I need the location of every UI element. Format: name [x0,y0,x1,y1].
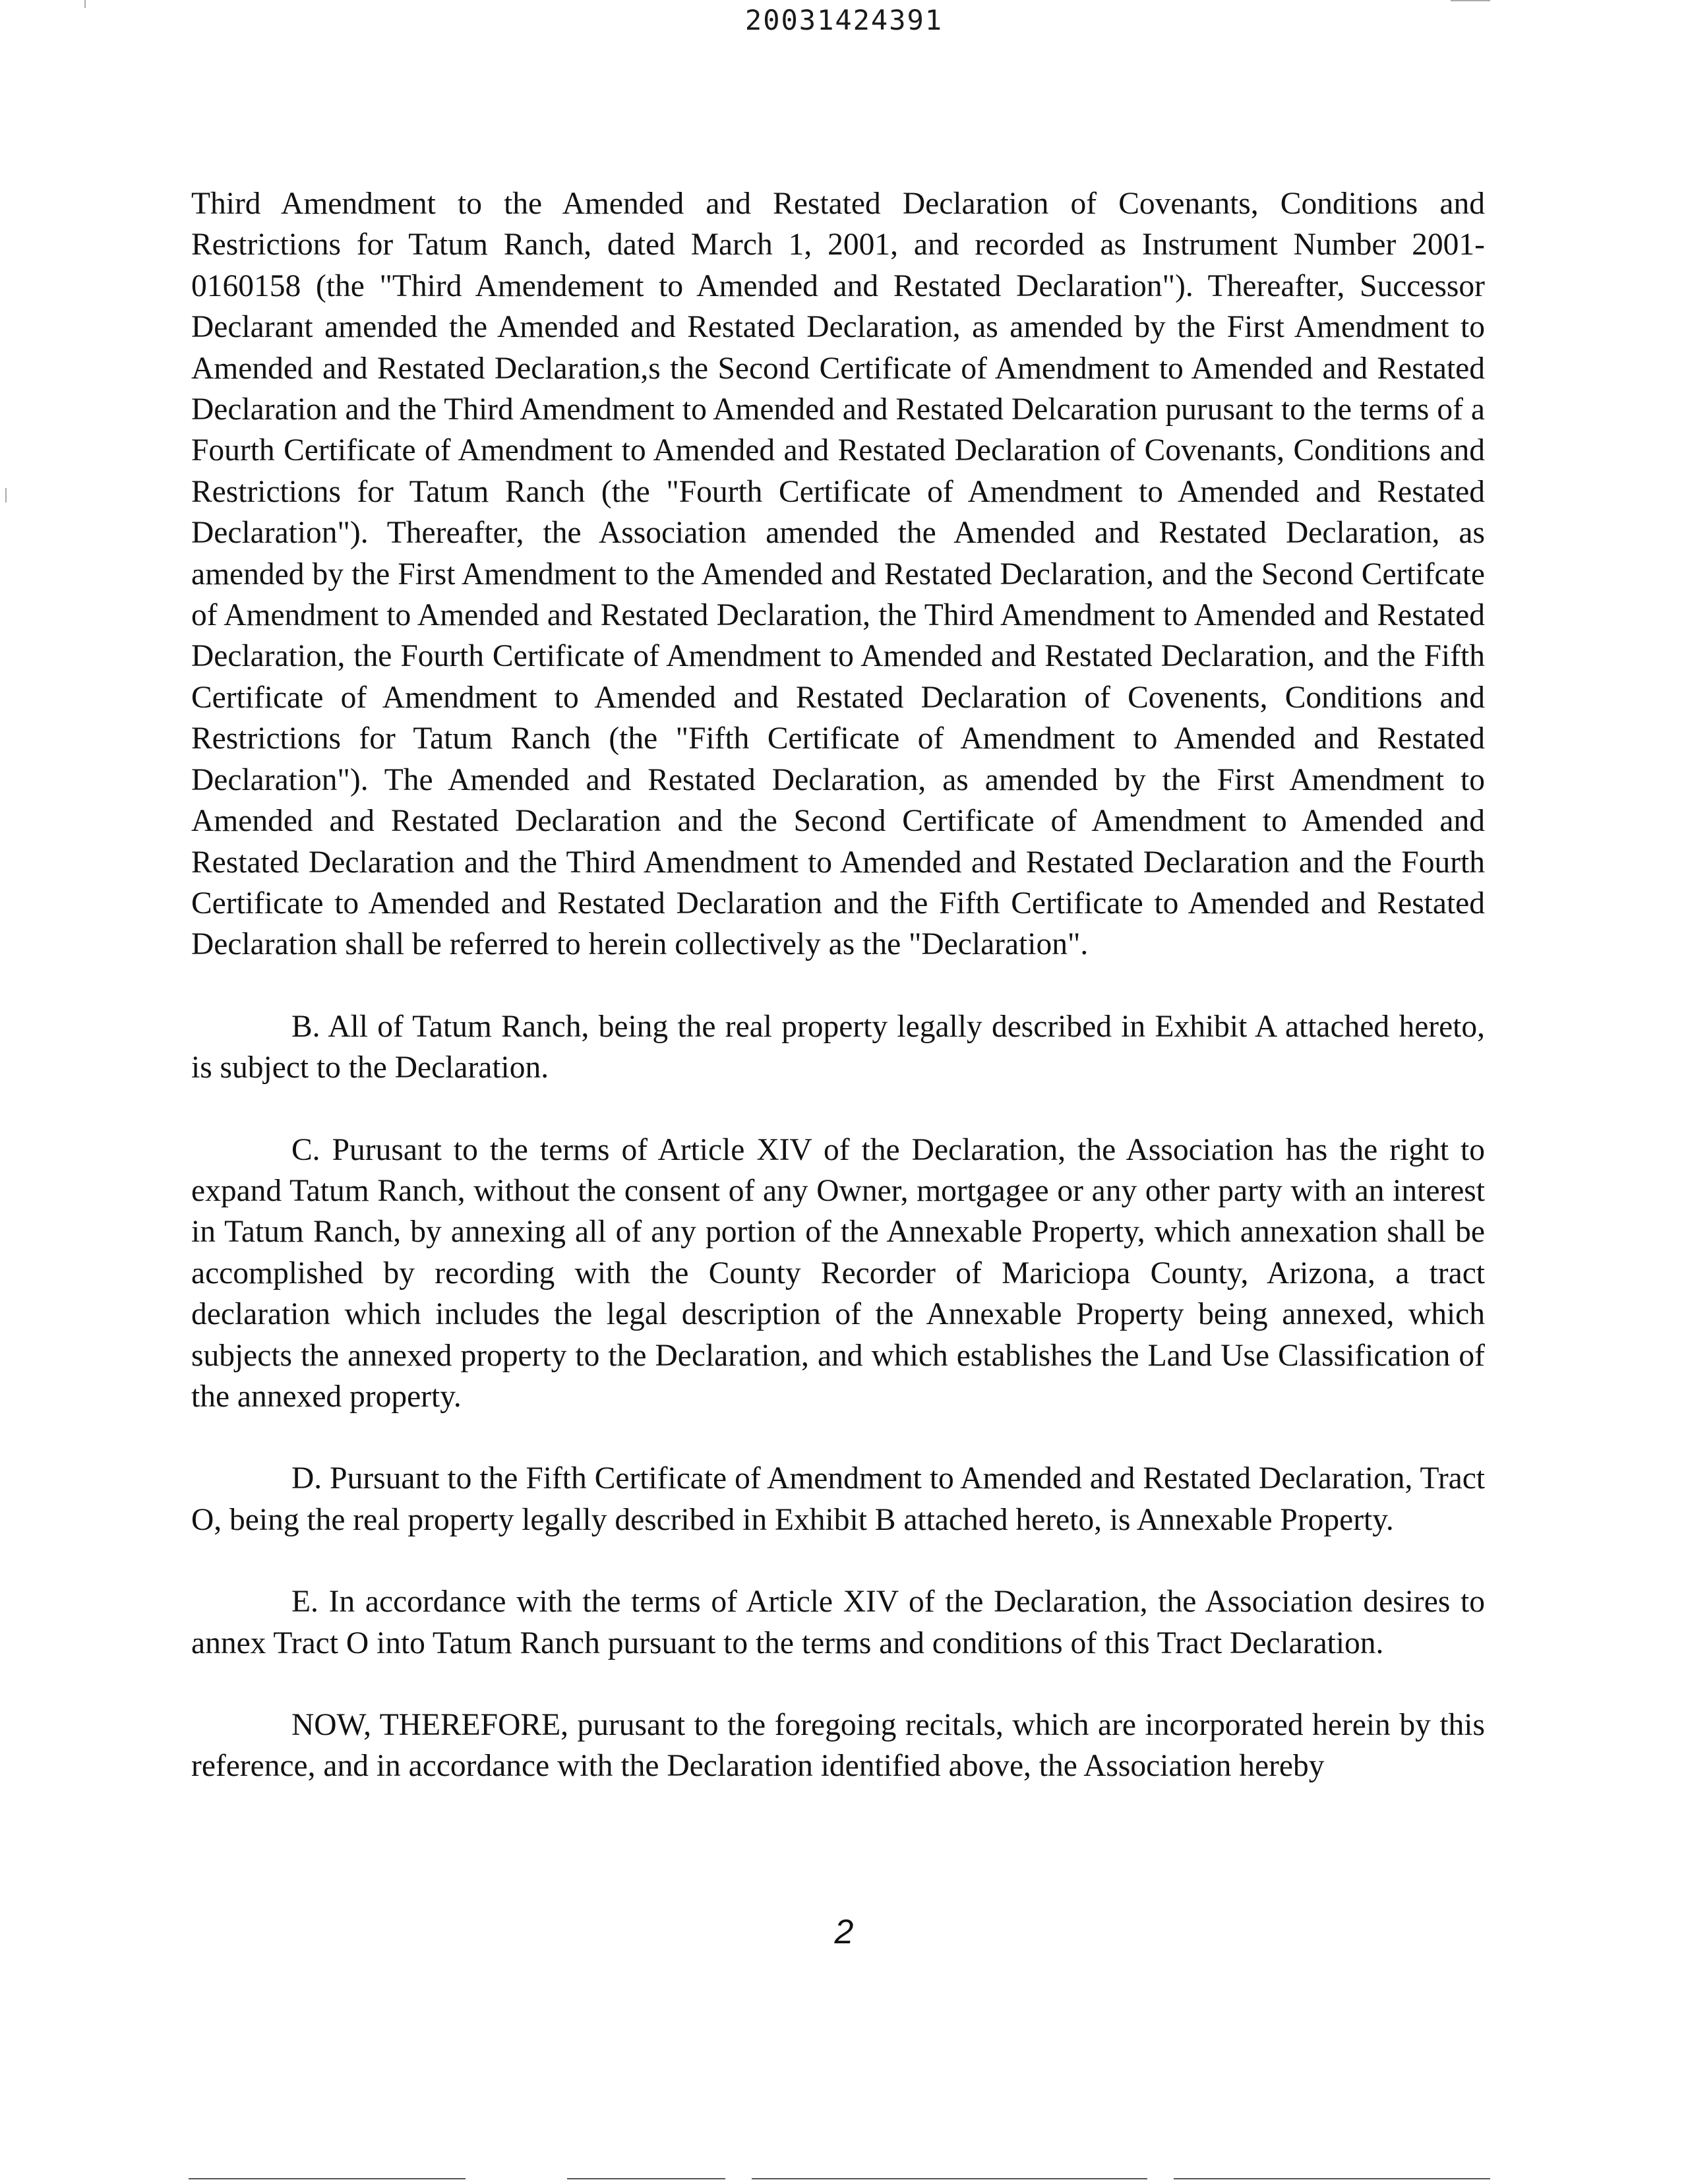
paragraph-recital-e: E. In accordance with the terms of Article XIV of the Declaration, the Association desires to annex Tract O into Tatum Ranch pursuant to the terms and conditions of this Tract Declaration. [191,1585,1485,1660]
page-number: 2 [834,1913,854,1951]
scan-mark-left-edge [5,488,7,502]
bottom-scan-rule [567,2178,725,2179]
document-body [191,183,1485,1787]
scan-mark-top-right [1451,0,1490,1]
paragraph-recital-d: D. Pursuant to the Fifth Certificate of Amendment to Amended and Restated Declaration, Tract O, being the real property legally described in Exhibit B attached hereto, is Annexable Property. [191,1461,1485,1537]
scan-mark-top-left [84,0,86,8]
bottom-scan-rule [1174,2178,1490,2179]
paragraph-recital-b: B. All of Tatum Ranch, being the real property legally described in Exhibit A attached hereto, is subject to the Declaration. [191,1009,1485,1085]
instrument-number-header: 20031424391 [744,4,944,36]
bottom-scan-rule [189,2178,466,2179]
paragraph-recital-c: C. Purusant to the terms of Article XIV of the Declaration, the Association has the right to expand Tatum Ranch, without the consent of any Owner, mortgagee or any other party with an interest in Tatum Ranch, by annexing all of any portion of the Annexable Property, which annexation shall be accomplished by recording with the County Recorder of Mariciopa County, Arizona, a tract declaration which includes the legal description of the Annexable Property being annexed, which subjects the annexed property to the Declaration, and which establishes the Land Use Classification of the annexed property. [191,1132,1485,1414]
paragraph-declaration-history: Third Amendment to the Amended and Restated Declaration of Covenants, Conditions and Restrictions for Tatum Ranch, dated March 1, 2001, and recorded as Instrument Number 2001-0160158 (the "Third Amendement to Amended and Restated Declaration"). Thereafter, Successor Declarant amended the Amended and Restated Declaration, as amended by the First Amendment to Amended and Restated Declaration,s the Second Certificate of Amendment to Amended and Restated Declaration and the Third Amendment to Amended and Restated Delcaration purusant to the terms of a Fourth Certificate of Amendment to Amended and Restated Declaration of Covenants, Conditions and Restrictions for Tatum Ranch (the "Fourth Certificate of Amendment to Amended and Restated Declaration"). Thereafter, the Association amended the Amended and Restated Declaration, as amended by the First Amendment to the Amended and Restated Declaration, and the Second Certifcate of Amendment to Amended and Restated Declaration, the Third Amendment to Amended and Restated Declaration, the Fourth Certificate of Amendment to Amended and Restated Declaration, and the Fifth Certificate of Amendment to Amended and Restated Declaration of Covenents, Conditions and Restrictions for Tatum Ranch (the "Fifth Certificate of Amendment to Amended and Restated Declaration"). The Amended and Restated Declaration, as amended by the First Amendment to Amended and Restated Declaration and the Second Certificate of Amendment to Amended and Restated Declaration and the Third Amendment to Amended and Restated Declaration and the Fourth Certificate to Amended and Restated Declaration and the Fifth Certificate to Amended and Restated Declaration shall be referred to herein collectively as the "Declaration". [191,187,1485,962]
paragraph-now-therefore: NOW, THEREFORE, purusant to the foregoing recitals, which are incorporated herein by this reference, and in accordance with the Declaration identified above, the Association hereby [191,1708,1485,1784]
bottom-scan-rule [752,2178,1147,2179]
